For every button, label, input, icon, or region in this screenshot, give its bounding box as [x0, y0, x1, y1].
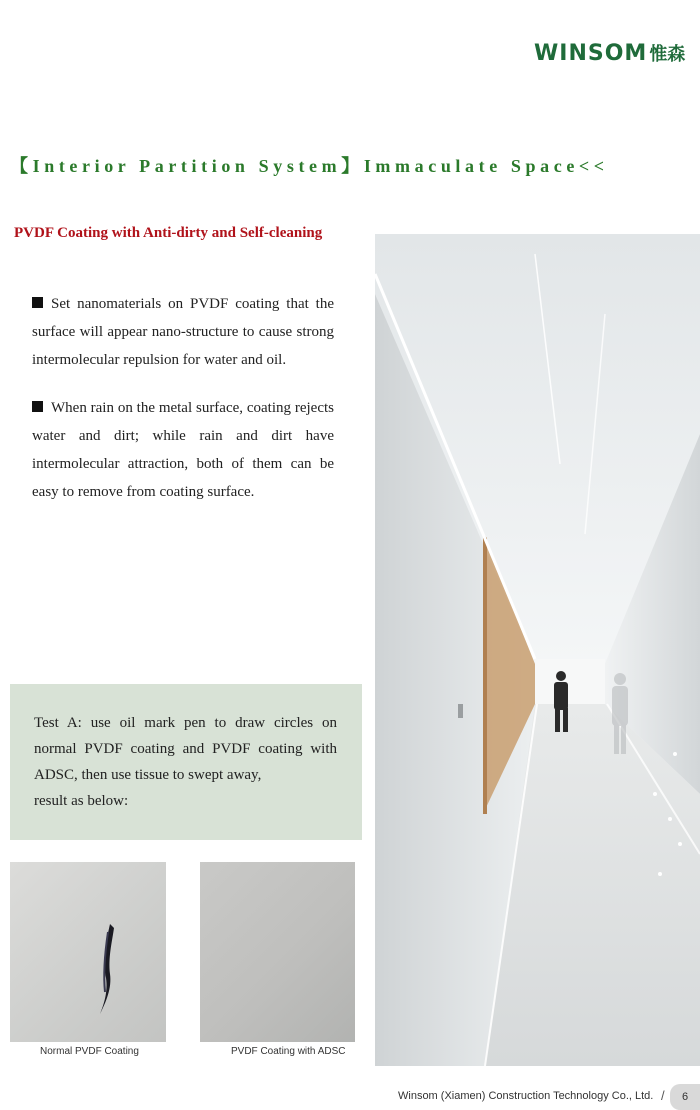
caption-normal-pvdf: Normal PVDF Coating: [40, 1046, 139, 1057]
footer-company: Winsom (Xiamen) Construction Technology Co., Ltd.: [398, 1090, 654, 1102]
square-bullet-icon: [32, 297, 43, 308]
logo-latin-text: WINSOM: [534, 40, 648, 66]
square-bullet-icon: [32, 401, 43, 412]
oil-mark-residue-illustration: [10, 862, 166, 1042]
paragraph-rain: [32, 394, 334, 506]
corridor-photo: [375, 234, 700, 1066]
section-subtitle: PVDF Coating with Anti-dirty and Self-cleaning: [14, 225, 323, 241]
paragraph-nanomaterials: [32, 290, 334, 374]
logo-cjk-text: 惟森: [649, 44, 686, 65]
page-number: 6: [670, 1084, 700, 1110]
page-title: 【Interior Partition System】Immaculate Space<<: [10, 156, 609, 176]
test-text-main: Test A: use oil mark pen to draw circles on normal PVDF coating and PVDF coating with ADSC, then use tissue to swept away,: [34, 715, 337, 783]
caption-adsc-pvdf: PVDF Coating with ADSC: [231, 1046, 346, 1057]
paragraph-text: When rain on the metal surface, coating rejects water and dirt; while rain and dirt have intermolecular attraction, both of them can be easy to remove from coating surface.: [32, 400, 334, 500]
test-text-result: result as below:: [34, 793, 129, 809]
test-text: [34, 710, 337, 814]
adsc-pvdf-sample-photo: [200, 862, 355, 1042]
normal-pvdf-sample-photo: [10, 862, 166, 1042]
test-description-box: [10, 684, 362, 840]
footer-separator: /: [661, 1088, 665, 1103]
corridor-illustration: [375, 234, 700, 1066]
company-logo: [534, 40, 685, 66]
paragraph-text: Set nanomaterials on PVDF coating that the surface will appear nano-structure to cause strong intermolecular repulsion for water and oil.: [32, 296, 334, 368]
